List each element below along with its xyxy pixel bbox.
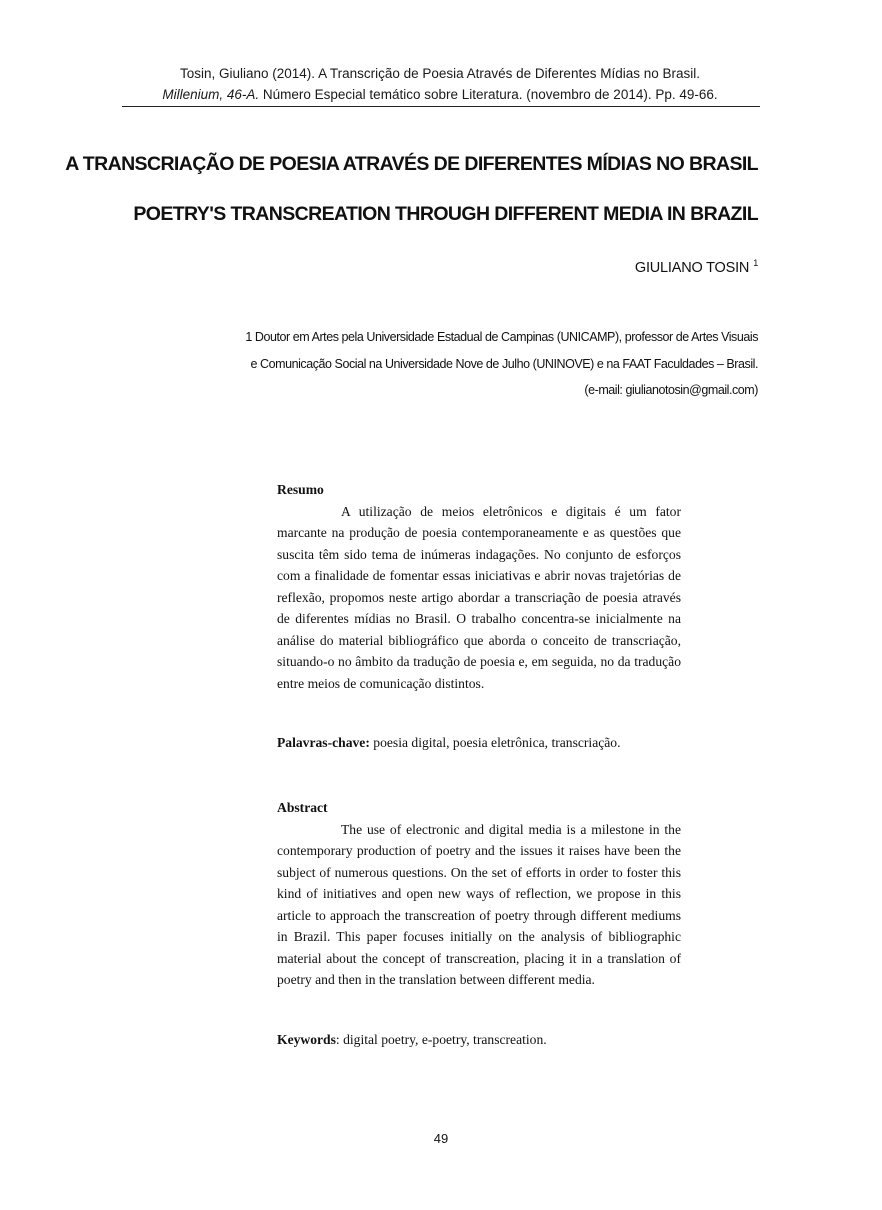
affiliation-line-1: 1 Doutor em Artes pela Universidade Estadual de Campinas (UNICAMP), professor de Artes Visuais bbox=[245, 330, 758, 344]
resumo-text: A utilização de meios eletrônicos e digitais é um fator marcante na produção de poesia contemporaneamente e as questões que suscita têm sido tema de inúmeras indagações. No conjunto de esforços com a finalidade de fomentar essas iniciativas e abrir novas trajetórias de reflexão, propomos neste artigo abordar a transcriação de poesia através de diferentes mídias no Brasil. O trabalho concentra-se inicialmente na análise do material bibliográfico que aborda o conceito de transcriação, situando-o no âmbito da tradução de poesia e, em seguida, no da tradução entre meios de comunicação distintos. bbox=[277, 503, 681, 691]
title-english: POETRY'S TRANSCREATION THROUGH DIFFERENT MEDIA IN BRAZIL bbox=[133, 203, 758, 225]
citation-header-line2 bbox=[120, 85, 760, 105]
citation-header-line1: Tosin, Giuliano (2014). A Transcrição de Poesia Através de Diferentes Mídias no Brasil. bbox=[179, 66, 700, 81]
keywords-portuguese bbox=[277, 735, 697, 751]
citation-details: Número Especial temático sobre Literatura. (novembro de 2014). Pp. 49-66. bbox=[259, 87, 718, 102]
keywords-english bbox=[277, 1032, 697, 1048]
author-footnote-mark: 1 bbox=[753, 258, 758, 268]
abstract-section bbox=[277, 797, 681, 991]
header-divider bbox=[122, 106, 760, 107]
page-number: 49 bbox=[433, 1131, 449, 1146]
keywords-pt-text: poesia digital, poesia eletrônica, transcriação. bbox=[369, 735, 621, 750]
keywords-en-text: : digital poetry, e-poetry, transcreation. bbox=[335, 1032, 547, 1047]
abstract-heading: Abstract bbox=[277, 800, 328, 815]
affiliation-email: (e-mail: giulianotosin@gmail.com) bbox=[584, 383, 758, 397]
affiliation-line-2: e Comunicação Social na Universidade Nove de Julho (UNINOVE) e na FAAT Faculdades – Brasil. bbox=[250, 357, 758, 371]
journal-name: Millenium, 46-A. bbox=[162, 87, 260, 102]
author-name: GIULIANO TOSIN bbox=[634, 260, 750, 276]
author bbox=[635, 258, 758, 276]
keywords-pt-label: Palavras-chave: bbox=[277, 735, 370, 750]
resumo-section bbox=[277, 479, 681, 694]
title-portuguese: A TRANSCRIAÇÃO DE POESIA ATRAVÉS DE DIFERENTES MÍDIAS NO BRASIL bbox=[65, 153, 758, 175]
keywords-en-label: Keywords bbox=[277, 1032, 336, 1047]
abstract-text: The use of electronic and digital media is a milestone in the contemporary production of poetry and the issues it raises have been the subject of numerous questions. On the set of efforts in order to foster this kind of initiatives and open new ways of reflection, we propose in this article to approach the transcreation of poetry through different mediums in Brazil. This paper focuses initially on the analysis of bibliographic material about the concept of transcreation, placing it in a translation of poetry and then in the translation between different media. bbox=[277, 821, 681, 987]
resumo-heading: Resumo bbox=[277, 482, 324, 497]
